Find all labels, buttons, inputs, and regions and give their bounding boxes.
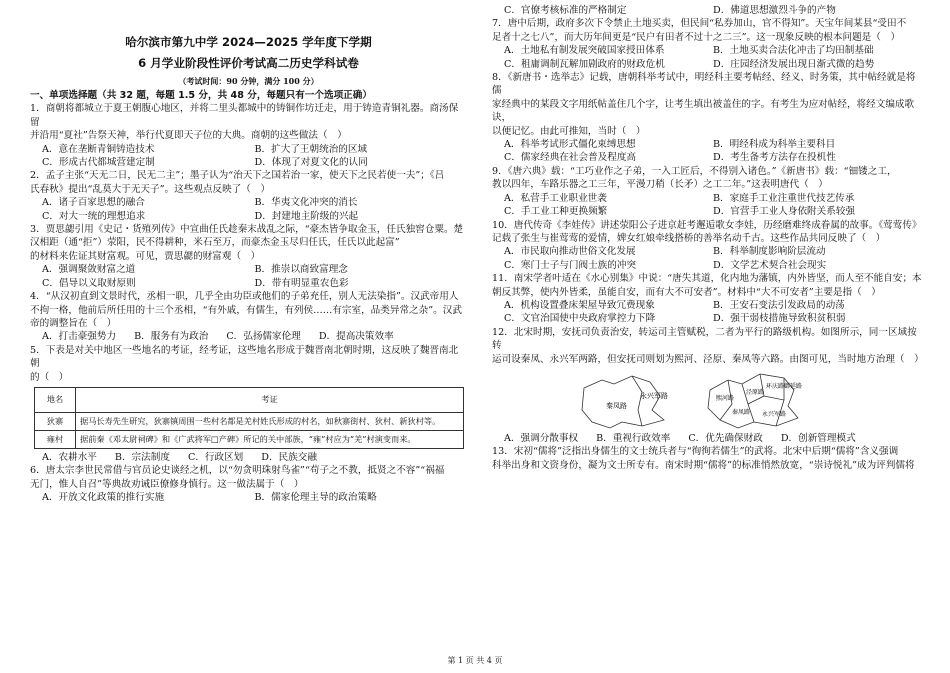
song-circuits-map — [492, 370, 922, 430]
question-line: 家经典中的某段文字用纸帖盖住几个字，让考生填出被盖住的字。有考生为应对帖经，将经文编成歌诀， — [492, 98, 915, 124]
question-line: 不拘一格，他前后所任用的十三个丞相，“有外戚，有儒生，有列侯……有宗室，品类异常之杂”。汉武 — [30, 304, 462, 316]
question-6 — [30, 464, 467, 491]
option[interactable]: B．明经科成为科举主要科目 — [713, 139, 836, 151]
table-row — [35, 412, 464, 430]
question-line: 1．商朝将都城立于夏王朝腹心地区，并将二里头都城中的铸铜作坊迁走，用于铸造青铜礼器。商汤保留 — [30, 103, 459, 128]
option-group — [30, 196, 467, 223]
question-line: 帝的调整旨在（ ） — [30, 317, 117, 329]
option[interactable]: B．宗法制度 — [114, 451, 170, 463]
option-group — [492, 4, 922, 17]
option[interactable]: A．诸子百家思想的融合 — [42, 197, 145, 209]
option[interactable]: D．强干弱枝措施导致积贫积弱 — [713, 313, 846, 325]
left-column — [30, 0, 467, 505]
option[interactable]: B．重视行政效率 — [596, 432, 671, 444]
question-13 — [492, 445, 922, 472]
question-line: 10．唐代传奇《李娃传》讲述荥阳公子进京赶考邂逅歌女李娃，历经磨难终成眷属的故事。《莺莺传》 — [492, 219, 922, 231]
table-header-cell: 考证 — [76, 387, 464, 412]
right-column — [492, 4, 922, 472]
option[interactable]: B．家庭手工业注重世代技艺传承 — [713, 192, 855, 204]
question-line: 氏春秋》提出“乱莫大于无天子”。这些观点反映了（ ） — [30, 183, 271, 195]
question-line: 的材料来佐证其财富观。可见，贾思勰的财富观（ ） — [30, 250, 261, 262]
question-line: 运司设秦凤、永兴军两路，但安抚司则划为熙河、泾原、秦凤等六路。由图可见，当时地方治理（ ） — [492, 353, 924, 365]
question-line: 记载了张生与崔莺莺的爱情，婢女红娘牵线搭桥的善举名动千古。这些作品共同反映了（ ） — [492, 232, 886, 244]
option[interactable]: D．带有明显重农色彩 — [254, 277, 349, 289]
map-figure — [492, 370, 922, 430]
option[interactable]: D．提高决策效率 — [318, 331, 394, 343]
option[interactable]: D．体现了对夏文化的认同 — [254, 157, 368, 169]
option[interactable]: B．服务有为政治 — [134, 331, 209, 343]
question-line: 2．孟子主张“天无二日，民无二主”；墨子认为“治天下之国若治一家，使天下之民若使一夫”；《吕 — [30, 170, 445, 182]
question — [492, 71, 922, 138]
option[interactable]: A．强调聚敛财富之道 — [42, 264, 136, 276]
option[interactable]: A．意在垄断青铜铸造技术 — [42, 143, 155, 155]
right-questions — [492, 4, 922, 366]
option[interactable]: C．寒门士子与门阀士族的冲突 — [504, 259, 637, 271]
question-line: 汉相距（通“拒”）荥阳，民不得耕种，米石至万，而豪杰金玉尽归任氏，任氏以此起富” — [30, 237, 400, 249]
option[interactable]: B．扩大了王朝统治的区域 — [254, 143, 368, 155]
question-line: 足者十之七八”，而大历年间更是“民户有田者不过十之二三”。这一现象反映的根本问题是（ ） — [492, 31, 901, 43]
question-line: 以便记忆。由此可推知，当时（ ） — [492, 125, 646, 137]
map-label-left: 秦凤路 — [606, 401, 627, 410]
question-line: 3．贾思勰引用《史记・货殖列传》中宣曲任氏趁秦末战乱之际，“豪杰皆争取金玉，任氏独窖仓粟。楚 — [30, 224, 464, 236]
exam-title-line2: 6 月学业阶段性评价考试高二历史学科试卷 — [138, 56, 359, 70]
option[interactable]: B．王安石变法引发政局的动荡 — [713, 299, 845, 311]
table-cell: 雍村 — [35, 430, 76, 448]
option-group — [30, 143, 467, 170]
left-questions — [30, 102, 467, 384]
question-line: 7．唐中后期，政府多次下令禁止土地买卖，但民间“私券加山，官不得知”。天宝年间某县“受田不 — [492, 18, 907, 30]
q5-options — [30, 451, 467, 464]
question — [492, 326, 922, 366]
question-line: 12．北宋时期，安抚司负责治安，转运司主管赋税，二者为平行的路级机构。如图所示，同一区域按转 — [492, 326, 917, 352]
map-label-right: 环庆路 — [766, 382, 785, 390]
option[interactable]: D．民族交融 — [261, 451, 317, 463]
option[interactable]: A．农耕水平 — [42, 451, 97, 463]
option-group — [30, 330, 467, 343]
question — [30, 290, 467, 330]
question-line: 4．“从汉初直到文景时代，丞相一职，几乎全由功臣或他们的子弟充任，别人无法染指”。汉武帝用人 — [30, 291, 459, 303]
question-line: 朝反其弊，使内外皆柔，虽能自安，而有大不可安者”。材料中“大不可安者”主要是指（ ） — [492, 286, 881, 298]
question — [492, 219, 922, 246]
page-footer: 第 1 页 共 4 页 — [447, 656, 503, 665]
q6-options — [30, 491, 467, 504]
map-label-right: 泾原路 — [746, 388, 765, 396]
option[interactable]: C．官僚考核标准的严格制定 — [504, 5, 627, 16]
option[interactable]: C．手工业工种更换频繁 — [504, 206, 608, 218]
question — [30, 223, 467, 263]
question-line: 6．唐太宗李世民常借与官员论史谈经之机，以“勿贪明珠射鸟雀”“苟子之不教，抵贤之不容”“祸福 — [30, 465, 445, 477]
question-line: 11．南宋学者叶适在《水心别集》中说：“唐失其道，化内地为藩镇，内外皆坚，而人至不能自安；本 — [492, 273, 922, 285]
option[interactable]: B．推崇以商致富理念 — [254, 264, 348, 276]
section-heading: 一、单项选择题（共 32 题，每题 1.5 分，共 48 分，每题只有一个选项正确） — [30, 90, 372, 101]
question-line: 科举出身和文资身份，凝为文士所专有。南宋时期“儒将”的标准悄然放宽，“崇诗悦礼”成为评判儒将 — [492, 459, 915, 471]
table-row — [35, 430, 464, 448]
question — [30, 102, 467, 142]
option[interactable]: D．佛道思想激烈斗争的产物 — [713, 5, 836, 16]
option-group — [492, 138, 922, 165]
map-label-right: 永兴军路 — [762, 410, 787, 418]
option[interactable]: A．私营手工业职业世袭 — [504, 192, 607, 204]
option[interactable]: A．机构设置叠床架屋导致冗费现象 — [504, 299, 655, 311]
option[interactable]: C．租庸调制瓦解加剧政府的财政危机 — [504, 58, 665, 70]
option-group — [492, 44, 922, 71]
option[interactable]: D．考生备考方法存在投机性 — [713, 152, 836, 164]
exam-info: （考试时间：90 分钟，满分 100 分） — [178, 76, 319, 86]
map-label-left: 永兴军路 — [640, 391, 668, 400]
option[interactable]: C．形成古代都城营建定制 — [42, 157, 155, 169]
question-line: 5．下表是对关中地区一些地名的考证，经考证，这些地名形成于魏晋南北朝时期，这反映了魏晋南北朝 — [30, 344, 459, 370]
option[interactable]: A．开放文化政策的推行实施 — [42, 492, 165, 504]
question — [492, 17, 922, 44]
placename-table — [34, 387, 464, 449]
map-label-right: 鄜延路 — [784, 382, 803, 390]
question — [492, 165, 922, 192]
option[interactable]: D．官营手工业人身依附关系较强 — [713, 206, 856, 218]
question-line: 教以四年，车路乐器之工三年，平漫刀稍（长矛）之工二年。”这表明唐代（ ） — [492, 179, 828, 191]
exam-title-line1: 哈尔滨市第九中学 2024—2025 学年度下学期 — [125, 35, 372, 49]
option[interactable]: A．科举考试形式僵化束缚思想 — [504, 139, 636, 151]
question — [30, 169, 467, 196]
option[interactable]: A．土地私有制发展突破国家授田体系 — [504, 45, 665, 57]
question-line: 13．宋初“儒将”泛指出身儒生的文士统兵者与“徇徇若儒生”的武将。北宋中后期“儒将”含义强调 — [492, 446, 899, 458]
option[interactable]: D．庄园经济发展出现日渐式微的趋势 — [713, 58, 875, 70]
question-line: 无门，惟人自召”等典故劝诫臣僚修身慎行。这一做法属于（ ） — [30, 478, 304, 490]
map-label-right: 熙河路 — [716, 394, 735, 402]
option[interactable]: C．儒家经典在社会普及程度高 — [504, 152, 637, 164]
option[interactable]: C．对大一统的理想追求 — [42, 210, 146, 222]
option[interactable]: C．文官治国使中央政府掌控力下降 — [504, 313, 656, 325]
option[interactable]: B．儒家伦理主导的政治策略 — [254, 492, 377, 504]
question-line: 8．《新唐书・选举志》记载，唐朝科举考试中，明经科主要考帖经、经义、时务策，其中帖经就是将儒 — [492, 72, 916, 97]
option[interactable]: B．土地买卖合法化冲击了均田制基础 — [713, 45, 874, 57]
q12-options — [492, 432, 922, 445]
option[interactable]: A．强调分散事权 — [504, 432, 579, 444]
option-group — [492, 299, 922, 326]
option[interactable]: D．封建地主阶级的兴起 — [254, 210, 359, 222]
map-label-right: 秦凤路 — [732, 408, 751, 416]
option[interactable]: C．弘扬儒家伦理 — [226, 331, 301, 343]
option-group — [492, 192, 922, 219]
option[interactable]: C．倡导以义取财原则 — [42, 277, 136, 289]
option[interactable]: D．创新管理模式 — [780, 432, 856, 444]
table-cell: 狄寨 — [35, 412, 76, 430]
option[interactable]: D．文学艺术契合社会现实 — [713, 259, 827, 271]
option-group — [492, 245, 922, 272]
option[interactable]: B．科举制度影响阶层流动 — [713, 246, 826, 258]
question — [30, 344, 467, 384]
question — [492, 272, 922, 299]
table-cell: 据马长寿先生研究，狄寨镇周围一些村名都是羌村姓氏形成的村名，如秋寨街村、狄村、新狄村等。 — [76, 412, 464, 430]
option[interactable]: B．华夷文化冲突的消长 — [254, 197, 358, 209]
question-line: 9．《唐六典》载：“工巧业作之子弟，一入工匠后，不得别入诸色。”《新唐书》载：“钿镂之工， — [492, 165, 897, 177]
table-header-cell: 地名 — [35, 387, 76, 412]
option[interactable]: C．优先确保财政 — [688, 432, 763, 444]
option[interactable]: A．市民取向推动世俗文化发展 — [504, 246, 636, 258]
option-group — [30, 263, 467, 290]
option[interactable]: A．打击豪强势力 — [42, 331, 117, 343]
table-cell: 据前秦《邓太尉祠碑》和《广武将军□产碑》所记的关中部族，“雍”村应为“羌”村演变而来。 — [76, 430, 464, 448]
option[interactable]: C．行政区划 — [187, 451, 244, 463]
question-line: 的（ ） — [30, 371, 69, 383]
table-header-row — [35, 387, 464, 412]
question-line: 并沿用“夏社”告祭天神，举行代夏即天子位的大典。商朝的这些做法（ ） — [30, 130, 347, 142]
